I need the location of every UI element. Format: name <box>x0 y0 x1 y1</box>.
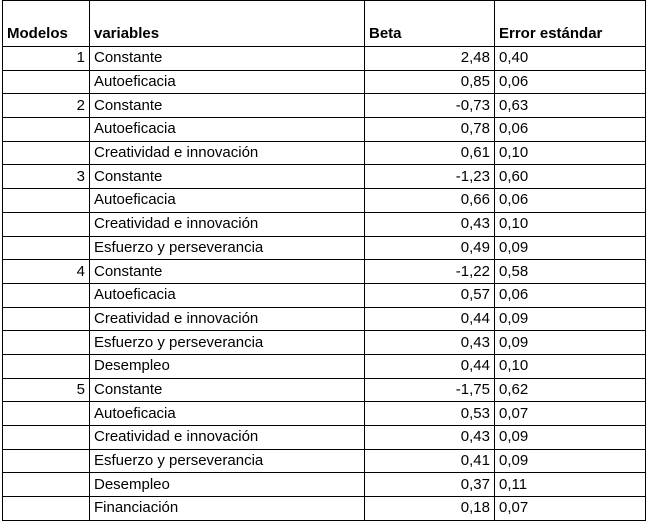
variable-cell: Esfuerzo y perseverancia <box>90 236 365 260</box>
header-error: Error estándar <box>495 1 646 47</box>
variable-cell: Constante <box>90 260 365 284</box>
beta-cell: 0,18 <box>365 497 495 521</box>
table-row <box>3 70 646 94</box>
table-row <box>3 449 646 473</box>
table-row <box>3 378 646 402</box>
beta-cell: 0,37 <box>365 473 495 497</box>
variable-cell: Autoeficacia <box>90 402 365 426</box>
variable-cell: Desempleo <box>90 354 365 378</box>
beta-cell: -1,23 <box>365 165 495 189</box>
error-cell: 0,06 <box>495 70 646 94</box>
error-cell: 0,10 <box>495 212 646 236</box>
error-cell: 0,07 <box>495 402 646 426</box>
beta-cell: 0,44 <box>365 307 495 331</box>
beta-cell: 2,48 <box>365 47 495 71</box>
regression-table <box>2 0 646 521</box>
model-cell: 5 <box>3 378 90 402</box>
table-row <box>3 212 646 236</box>
variable-cell: Esfuerzo y perseverancia <box>90 331 365 355</box>
table-row <box>3 307 646 331</box>
model-cell <box>3 473 90 497</box>
beta-cell: 0,85 <box>365 70 495 94</box>
beta-cell: 0,41 <box>365 449 495 473</box>
model-cell <box>3 141 90 165</box>
error-cell: 0,06 <box>495 118 646 142</box>
error-cell: 0,63 <box>495 94 646 118</box>
variable-cell: Esfuerzo y perseverancia <box>90 449 365 473</box>
error-cell: 0,06 <box>495 189 646 213</box>
variable-cell: Autoeficacia <box>90 189 365 213</box>
table-row <box>3 283 646 307</box>
model-cell <box>3 497 90 521</box>
error-cell: 0,62 <box>495 378 646 402</box>
table-row <box>3 402 646 426</box>
beta-cell: 0,44 <box>365 354 495 378</box>
variable-cell: Financiación <box>90 497 365 521</box>
beta-cell: 0,53 <box>365 402 495 426</box>
model-cell <box>3 402 90 426</box>
header-row <box>3 1 646 47</box>
model-cell <box>3 283 90 307</box>
error-cell: 0,07 <box>495 497 646 521</box>
table-row <box>3 331 646 355</box>
beta-cell: 0,66 <box>365 189 495 213</box>
error-cell: 0,09 <box>495 236 646 260</box>
model-cell: 4 <box>3 260 90 284</box>
regression-table-sheet <box>2 0 646 521</box>
variable-cell: Creatividad e innovación <box>90 141 365 165</box>
variable-cell: Autoeficacia <box>90 283 365 307</box>
table-row <box>3 497 646 521</box>
table-row <box>3 426 646 450</box>
error-cell: 0,09 <box>495 331 646 355</box>
beta-cell: -1,75 <box>365 378 495 402</box>
beta-cell: 0,57 <box>365 283 495 307</box>
variable-cell: Creatividad e innovación <box>90 307 365 331</box>
beta-cell: -0,73 <box>365 94 495 118</box>
error-cell: 0,40 <box>495 47 646 71</box>
table-row <box>3 260 646 284</box>
model-cell <box>3 449 90 473</box>
variable-cell: Constante <box>90 165 365 189</box>
error-cell: 0,09 <box>495 307 646 331</box>
error-cell: 0,10 <box>495 354 646 378</box>
table-row <box>3 94 646 118</box>
beta-cell: 0,43 <box>365 331 495 355</box>
header-beta: Beta <box>365 1 495 47</box>
error-cell: 0,09 <box>495 449 646 473</box>
error-cell: 0,11 <box>495 473 646 497</box>
table-row <box>3 165 646 189</box>
beta-cell: 0,49 <box>365 236 495 260</box>
variable-cell: Constante <box>90 378 365 402</box>
model-cell <box>3 307 90 331</box>
variable-cell: Constante <box>90 47 365 71</box>
error-cell: 0,58 <box>495 260 646 284</box>
table-row <box>3 473 646 497</box>
error-cell: 0,09 <box>495 426 646 450</box>
beta-cell: 0,78 <box>365 118 495 142</box>
model-cell <box>3 331 90 355</box>
error-cell: 0,60 <box>495 165 646 189</box>
variable-cell: Autoeficacia <box>90 70 365 94</box>
model-cell <box>3 70 90 94</box>
model-cell <box>3 118 90 142</box>
table-row <box>3 189 646 213</box>
model-cell <box>3 212 90 236</box>
model-cell: 2 <box>3 94 90 118</box>
error-cell: 0,10 <box>495 141 646 165</box>
header-model: Modelos <box>3 1 90 47</box>
variable-cell: Creatividad e innovación <box>90 212 365 236</box>
model-cell <box>3 426 90 450</box>
variable-cell: Constante <box>90 94 365 118</box>
table-body <box>3 1 646 521</box>
error-cell: 0,06 <box>495 283 646 307</box>
beta-cell: 0,43 <box>365 426 495 450</box>
beta-cell: -1,22 <box>365 260 495 284</box>
beta-cell: 0,61 <box>365 141 495 165</box>
header-variable: variables <box>90 1 365 47</box>
model-cell: 1 <box>3 47 90 71</box>
model-cell <box>3 189 90 213</box>
beta-cell: 0,43 <box>365 212 495 236</box>
model-cell: 3 <box>3 165 90 189</box>
variable-cell: Autoeficacia <box>90 118 365 142</box>
table-row <box>3 47 646 71</box>
variable-cell: Creatividad e innovación <box>90 426 365 450</box>
table-row <box>3 354 646 378</box>
model-cell <box>3 236 90 260</box>
table-row <box>3 141 646 165</box>
table-row <box>3 118 646 142</box>
model-cell <box>3 354 90 378</box>
table-row <box>3 236 646 260</box>
variable-cell: Desempleo <box>90 473 365 497</box>
